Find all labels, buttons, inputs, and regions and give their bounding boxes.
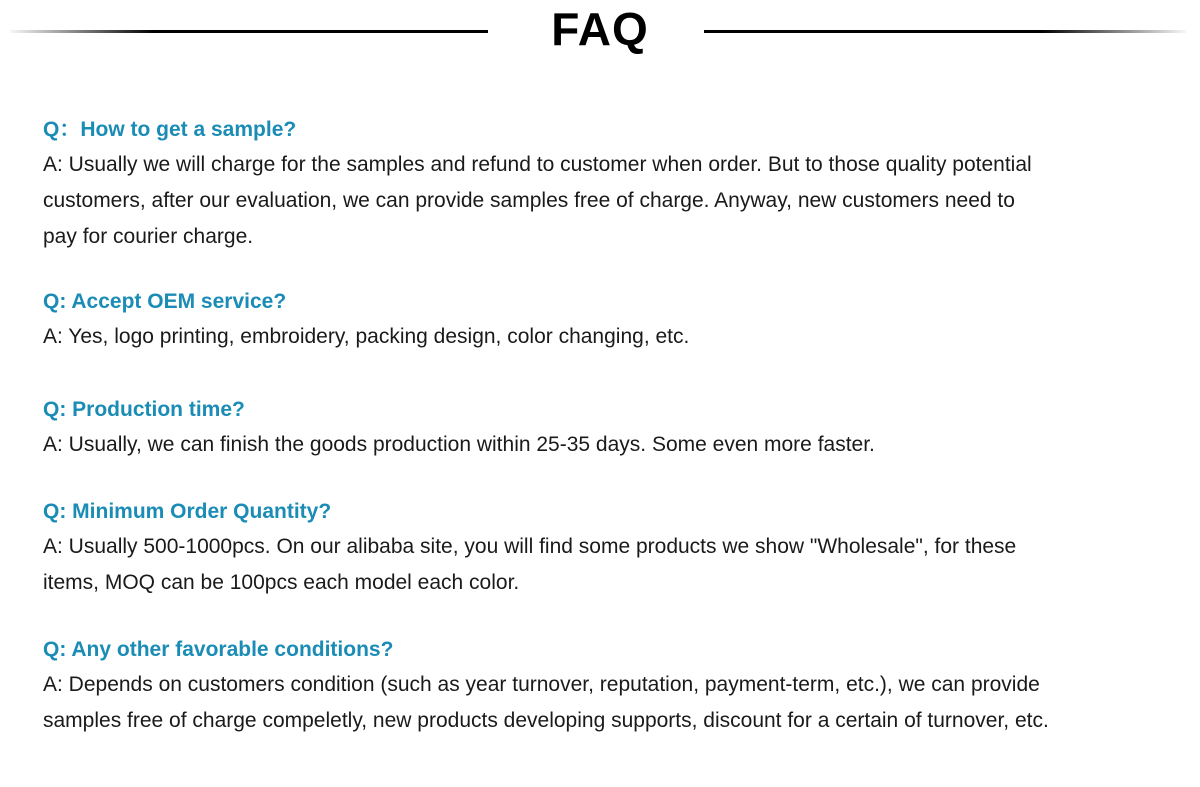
page-title: FAQ [551,3,649,55]
faq-item-sample [43,117,1193,255]
faq-question: Q: Accept OEM service? [43,290,287,313]
faq-answer-line: A: Usually, we can finish the goods production within 25-35 days. Some even more faster. [43,433,875,456]
faq-answer-line: A: Usually 500-1000pcs. On our alibaba site, you will find some products we show "Wholesale", for these [43,535,1017,558]
faq-question: Q: Minimum Order Quantity? [43,500,332,523]
faq-item-production-time [43,397,1193,463]
faq-answer-line: customers, after our evaluation, we can provide samples free of charge. Anyway, new customers need to [43,189,1015,212]
faq-question: Q: Any other favorable conditions? [43,638,394,661]
faq-question: Q：How to get a sample? [43,118,297,141]
faq-answer [43,427,1193,463]
faq-answer-line: A: Yes, logo printing, embroidery, packing design, color changing, etc. [43,325,690,348]
faq-item-moq [43,499,1193,601]
faq-header [0,0,1200,70]
faq-answer [43,667,1193,739]
faq-answer [43,319,1193,355]
faq-answer-line: A: Depends on customers condition (such as year turnover, reputation, payment-term, etc.), we can provide [43,673,1040,696]
faq-question: Q: Production time? [43,398,245,421]
faq-answer-line: A: Usually we will charge for the samples and refund to customer when order. But to those quality potential [43,153,1032,176]
faq-item-oem [43,289,1193,355]
faq-answer-line: items, MOQ can be 100pcs each model each color. [43,571,520,594]
faq-item-conditions [43,637,1193,739]
faq-answer [43,147,1193,255]
faq-answer [43,529,1193,601]
faq-answer-line: samples free of charge compeletly, new products developing supports, discount for a certain of turnover, etc. [43,709,1049,732]
faq-answer-line: pay for courier charge. [43,225,254,248]
header-divider-right [704,30,1186,33]
